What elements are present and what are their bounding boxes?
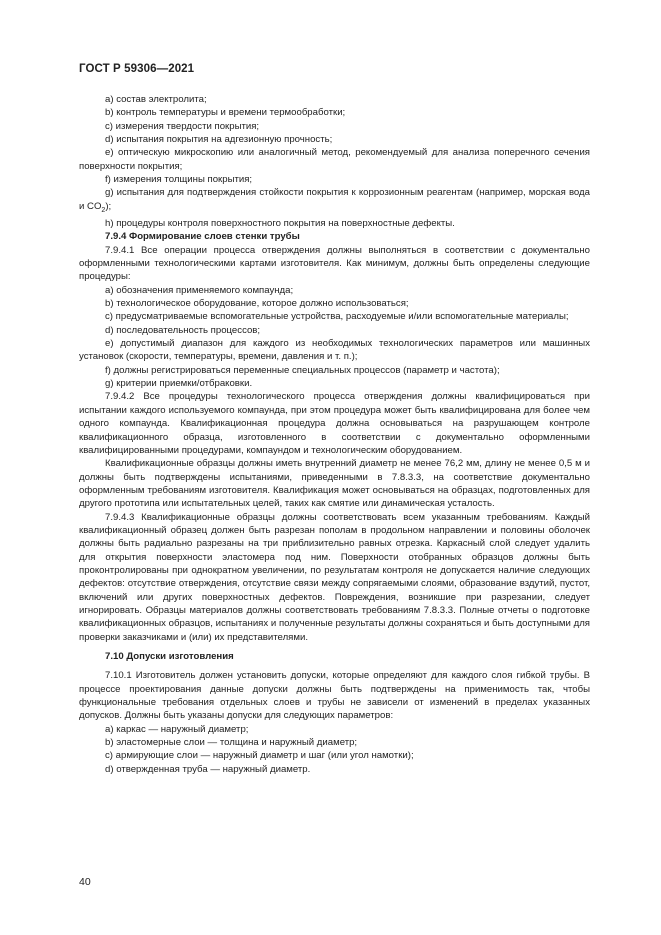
section-heading-7-10: 7.10 Допуски изготовления: [105, 651, 234, 662]
list-item: c) измерения твердости покрытия;: [105, 120, 260, 132]
list-item: b) контроль температуры и времени термообработки;: [105, 107, 346, 119]
list-item: h) процедуры контроля поверхностного покрытия на поверхностные дефекты.: [105, 218, 455, 229]
page-number: 40: [79, 876, 91, 888]
list-item: f) должны регистрироваться переменные специальных процессов (параметр и частота);: [105, 364, 500, 376]
section-heading-7-9-4: 7.9.4 Формирование слоев стенки трубы: [105, 231, 300, 243]
list-item: d) последовательность процессов;: [105, 324, 261, 336]
paragraph: 7.10.1 Изготовитель должен установить допуски, которые определяют для каждого слоя гибкой трубы. В процессе проектирования данные допуски должны быть подтверждены на применимость так, чтобы функциональные требования отдельных слоев и трубы не зависели от изменений в пределах указанных допусков. Должны быть указаны допуски для следующих параметров:: [79, 670, 590, 722]
list-item: a) обозначения применяемого компаунда;: [105, 284, 294, 296]
paragraph: 7.9.4.1 Все операции процесса отверждения должны выполняться в соответствии с документально оформленными технологическими картами изготовителя. Как минимум, должны быть определены следующие процедуры:: [79, 244, 590, 283]
list-item-tail: );: [105, 200, 112, 212]
paragraph: Квалификационные образцы должны иметь внутренний диаметр не менее 76,2 мм, длину не менее 0,5 м и должны быть подтверждены испытаниями, приведенными в 7.8.3.3, на соответствие документально оформленным требованиям изготовителя. Квалификация может основываться на образцах, подготовленных для другого прототипа или испытательных целей, таких как смятие или динамическая усталость.: [79, 458, 590, 510]
paragraph: 7.9.4.2 Все процедуры технологического процесса отверждения должны квалифицироваться при испытании каждого используемого компаунда, при этом процедура может быть квалифицирована для более чем одного компаунда. Квалификационная процедура должна основываться на разрушающем контроле квалификационного образца, изготовленного в соответствии с документально оформленными квалифицированными процедурами, компаундом и технологическим оборудованием.: [79, 391, 590, 456]
list-item-text: g) испытания для подтверждения стойкости покрытия к коррозионным реагентам (например, морская вода и CO: [79, 187, 590, 212]
co2-subscript: 2: [101, 206, 106, 214]
list-item: b) эластомерные слои — толщина и наружный диаметр;: [105, 737, 358, 749]
list-item: c) армирующие слои — наружный диаметр и шаг (или угол намотки);: [105, 750, 414, 762]
paragraph: 7.9.4.3 Квалификационные образцы должны соответствовать всем указанным требованиям. Каждый квалификационный образец должен быть разрезан пополам в продольном направлении и половины оболочек должны быть радиально разрезаны на три приблизительно равных отрезка. Каркасный слой следует удалить для открытия поверхности эластомера под ним. Поверхности отобранных образцов должны быть проконтролированы при однократном увеличении, по результатам контроля не допускается наличие следующих дефектов: отсутствие отверждения, отсутствие связи между сопрягаемыми слоями, образование вздутий, пустот, включений или других поверхностных дефектов. Повреждения, возникшие при разрезании, следует игнорировать. Образцы материалов должны соответствовать требованиям 7.8.3.3. Полные отчеты о подготовке квалификационных образцов, испытаниях и полученные результаты должны сохраняться и быть доступными для проверки заказчиками и (или) их представителями.: [79, 511, 590, 643]
list-item: e) оптическую микроскопию или аналогичный метод, рекомендуемый для анализа поперечного сечения поверхности покрытия;: [79, 147, 590, 172]
list-item: [79, 186, 590, 217]
list-item: f) измерения толщины покрытия;: [105, 174, 253, 186]
list-item: a) каркас — наружный диаметр;: [105, 723, 249, 735]
page-content: [79, 93, 590, 776]
list-item: a) состав электролита;: [105, 94, 207, 105]
list-item: e) допустимый диапазон для каждого из необходимых технологических параметров или машинных установок (скорости, температуры, времени, давления и т. п.);: [79, 338, 590, 363]
list-item: b) технологическое оборудование, которое должно использоваться;: [105, 298, 409, 310]
list-item: g) критерии приемки/отбраковки.: [105, 378, 253, 390]
document-header: ГОСТ Р 59306—2021: [79, 63, 195, 75]
list-item: d) испытания покрытия на адгезионную прочность;: [105, 134, 333, 146]
list-item: d) отвержденная труба — наружный диаметр.: [105, 763, 311, 775]
list-item: c) предусматриваемые вспомогательные устройства, расходуемые и/или вспомогательные материалы;: [105, 311, 569, 323]
